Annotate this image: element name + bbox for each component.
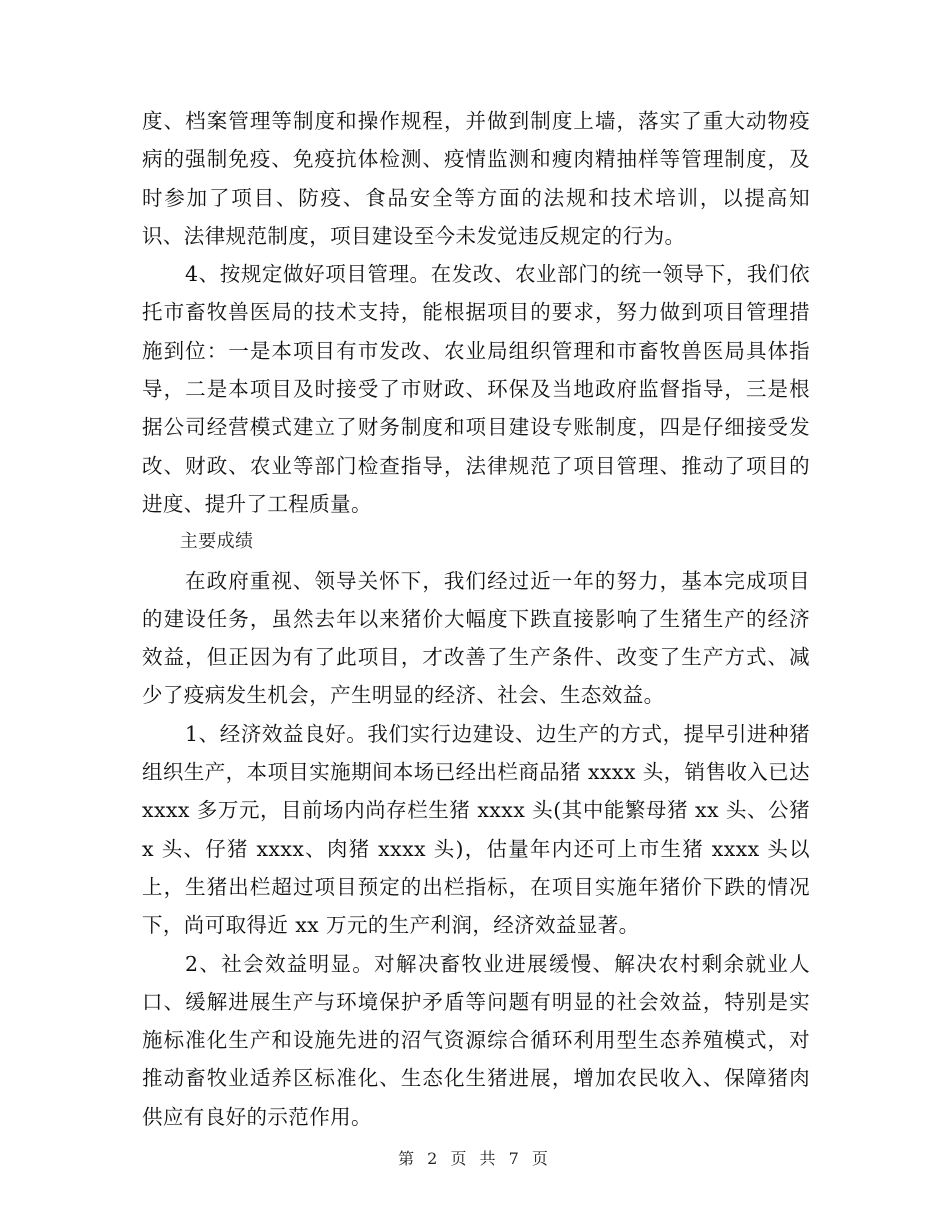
section-heading-main-achievements: 主要成绩 — [179, 531, 254, 553]
paragraph-project-management: 4、按规定做好项目管理。在发改、农业部门的统一领导下，我们依托市畜牧兽医局的技术支持，能根据项目的要求，努力做到项目管理措施到位：一是本项目有市发改、农业局组织管理和市畜牧兽医局具体指导，二是本项目及时接受了市财政、环保及当地政府监督指导，三是根据公司经营模式建立了财务制度和项目建设专账制度，四是仔细接受发改、财政、农业等部门检查指导，法律规范了项目管理、推动了项目的进度、提升了工程质量。 — [142, 262, 810, 516]
paragraph-achievements-intro: 在政府重视、领导关怀下，我们经过近一年的努力，基本完成项目的建设任务，虽然去年以来猪价大幅度下跌直接影响了生猪生产的经济效益，但正因为有了此项目，才改善了生产条件、改变了生产方式、减少了疫病发生机会，产生明显的经济、社会、生态效益。 — [142, 568, 810, 708]
paragraph-social-benefit: 2、社会效益明显。对解决畜牧业进展缓慢、解决农村剩余就业人口、缓解进展生产与环境保护矛盾等问题有明显的社会效益，特别是实施标准化生产和设施先进的沼气资源综合循环利用型生态养殖模式，对推动畜牧业适养区标准化、生态化生猪进展，增加农民收入、保障猪肉供应有良好的示范作用。 — [142, 951, 810, 1129]
page-number-footer: 第 2 页 共 7 页 — [398, 1149, 552, 1168]
document-body — [142, 102, 810, 1136]
paragraph-economic-benefit: 1、经济效益良好。我们实行边建设、边生产的方式，提早引进种猪组织生产，本项目实施期间本场已经出栏商品猪 xxxx 头，销售收入已达 xxxx 多万元，目前场内尚存栏生猪 xxxx 头(其中能繁母猪 xx 头、公猪 x 头、仔猪 xxxx、肉猪 xxxx 头)，估量年内还可上市生猪 xxxx 头以上，生猪出栏超过项目预定的出栏指标，在项目实施年猪价下跌的情况下，尚可取得近 xx 万元的生产利润，经济效益显著。 — [142, 721, 810, 938]
paragraph-continuation: 度、档案管理等制度和操作规程，并做到制度上墙，落实了重大动物疫病的强制免疫、免疫抗体检测、疫情监测和瘦肉精抽样等管理制度，及时参加了项目、防疫、食品安全等方面的法规和技术培训，以提高知识、法律规范制度，项目建设至今未发觉违反规定的行为。 — [142, 109, 810, 248]
